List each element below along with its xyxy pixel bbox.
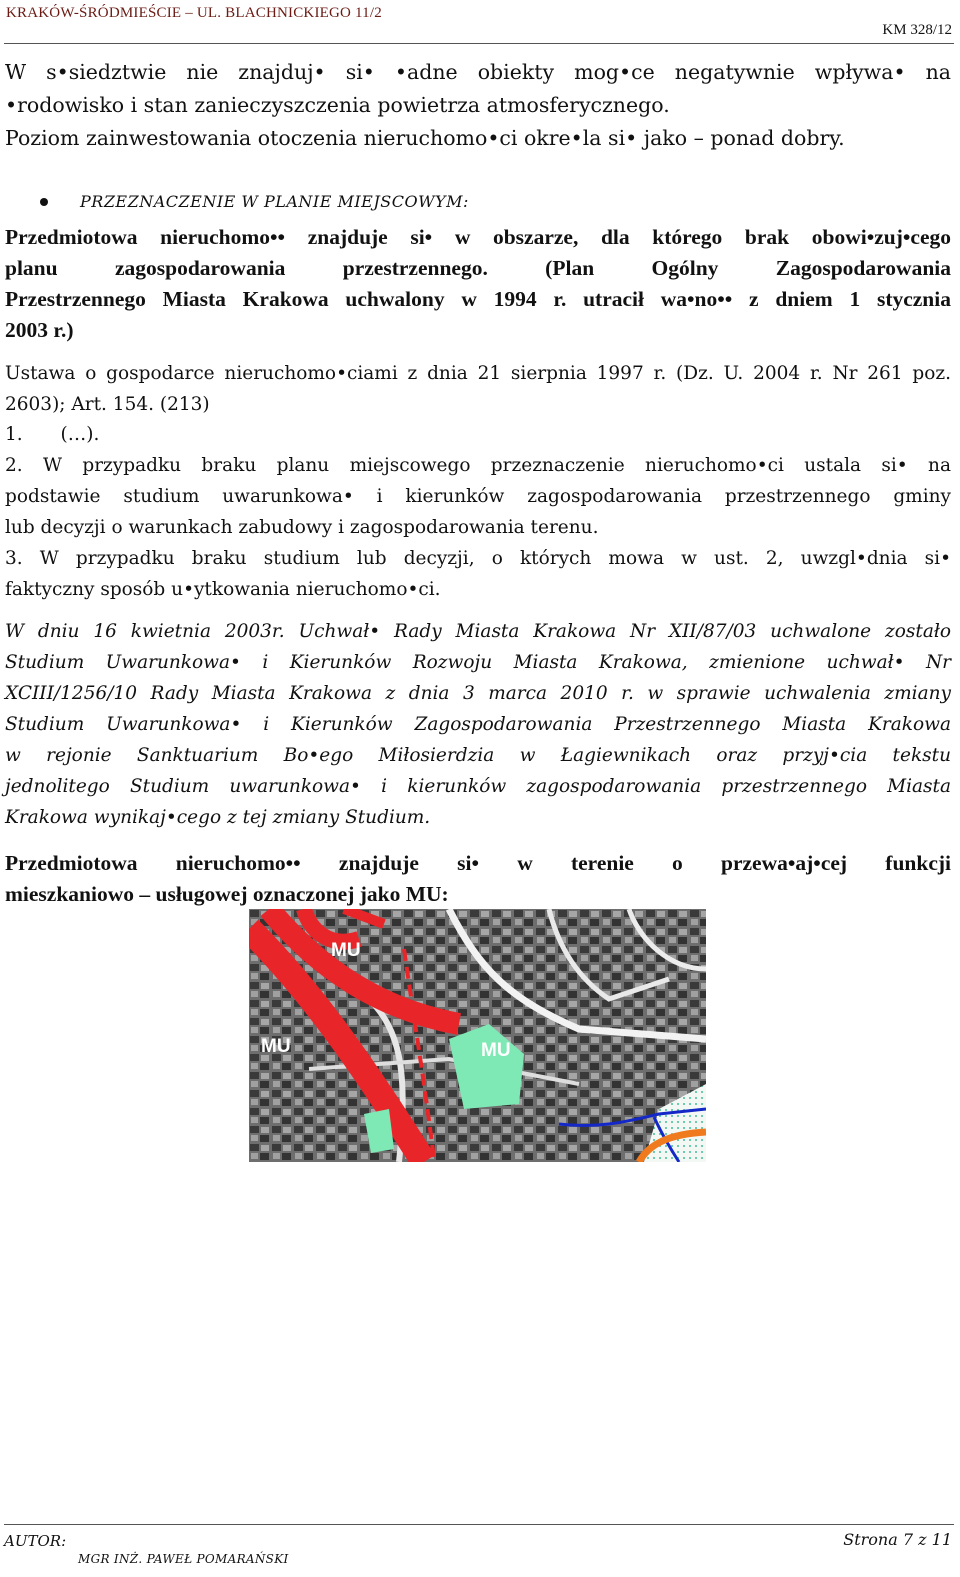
- resolution-line: Studium Uwarunkowa• i Kierunków Rozwoju Miasta Krakowa, zmienione uchwał• Nr: [5, 652, 951, 673]
- law-item-3: [5, 543, 951, 605]
- map-label-mu: MU: [331, 940, 361, 961]
- item-number: 1.: [5, 424, 23, 445]
- resolution-line: Studium Uwarunkowa• i Kierunków Zagospodarowania Przestrzennego Miasta Krakowa: [5, 714, 951, 735]
- resolution-line: Krakowa wynikaj•cego z tej zmiany Studium.: [5, 807, 431, 828]
- law-item-2: [5, 450, 951, 543]
- resolution-line: w rejonie Sanktuarium Bo•ego Miłosierdzia w Łagiewnikach oraz przyj•cia tekstu: [5, 745, 951, 766]
- intro-paragraph: [5, 56, 951, 155]
- conclusion-line: mieszkaniowo – usługowej oznaczonej jako MU:: [5, 882, 449, 906]
- footer-page-number: Strona 7 z 11: [843, 1530, 952, 1549]
- header-address: KRAKÓW-ŚRÓDMIEŚCIE – UL. BLACHNICKIEGO 11/2: [6, 5, 382, 21]
- zoning-line: Przedmiotowa nieruchomo•• znajduje si• w obszarze, dla którego brak obowi•zuj•cego: [5, 225, 951, 249]
- item2-line: podstawie studium uwarunkowa• i kierunków zagospodarowania przestrzennego gminy: [5, 486, 951, 507]
- item3-line: faktyczny sposób u•ytkowania nieruchomo•ci.: [5, 579, 441, 600]
- map-label-mu: MU: [261, 1036, 291, 1057]
- intro-line: •rodowisko i stan zanieczyszczenia powietrza atmosferycznego.: [5, 93, 670, 117]
- resolution-line: W dniu 16 kwietnia 2003r. Uchwał• Rady Miasta Krakowa Nr XII/87/03 uchwalone zostało: [5, 621, 951, 642]
- law-citation: [5, 358, 951, 420]
- resolution-line: jednolitego Studium uwarunkowa• i kierunków zagospodarowania przestrzennego Miasta: [5, 776, 951, 797]
- header-case-number: KM 328/12: [882, 22, 952, 38]
- footer-divider: [4, 1524, 954, 1525]
- header-divider: [4, 43, 954, 44]
- item2-line: 2. W przypadku braku planu miejscowego przeznaczenie nieruchomo•ci ustala si• na: [5, 455, 951, 476]
- section-heading: PRZEZNACZENIE W PLANIE MIEJSCOWYM:: [80, 192, 469, 211]
- bullet-icon: [40, 198, 48, 206]
- map-label-mu: MU: [481, 1040, 511, 1061]
- law-line: Ustawa o gospodarce nieruchomo•ciami z dnia 21 sierpnia 1997 r. (Dz. U. 2004 r. Nr 261 poz.: [5, 363, 951, 384]
- intro-line: Poziom zainwestowania otoczenia nieruchomo•ci okre•la si• jako – ponad dobry.: [5, 126, 845, 150]
- item-text: (…).: [60, 424, 100, 445]
- intro-line: W s•siedztwie nie znajduj• si• •adne obiekty mog•ce negatywnie wpływa• na: [5, 60, 951, 84]
- zoning-line: Przestrzennego Miasta Krakowa uchwalony w 1994 r. utracił wa•no•• z dniem 1 stycznia: [5, 287, 951, 311]
- zoning-line: planu zagospodarowania przestrzennego. (Plan Ogólny Zagospodarowania: [5, 256, 951, 280]
- law-line: 2603); Art. 154. (213): [5, 394, 210, 415]
- resolution-paragraph: [5, 616, 951, 833]
- law-item-1: [5, 424, 99, 445]
- conclusion-line: Przedmiotowa nieruchomo•• znajduje si• w terenie o przewa•aj•cej funkcji: [5, 851, 951, 875]
- zoning-status-paragraph: [5, 222, 951, 346]
- item2-line: lub decyzji o warunkach zabudowy i zagospodarowania terenu.: [5, 517, 599, 538]
- zoning-map: [249, 909, 706, 1162]
- conclusion-paragraph: [5, 848, 951, 910]
- zoning-line: 2003 r.): [5, 318, 74, 342]
- resolution-line: XCIII/1256/10 Rady Miasta Krakowa z dnia 3 marca 2010 r. w sprawie uchwalenia zmiany: [5, 683, 951, 704]
- zoning-map-svg: [249, 909, 706, 1162]
- item3-line: 3. W przypadku braku studium lub decyzji, o których mowa w ust. 2, uwzgl•dnia si•: [5, 548, 951, 569]
- footer-author-name: MGR INŻ. PAWEŁ POMARAŃSKI: [78, 1552, 289, 1566]
- footer-author-label: AUTOR:: [4, 1532, 67, 1550]
